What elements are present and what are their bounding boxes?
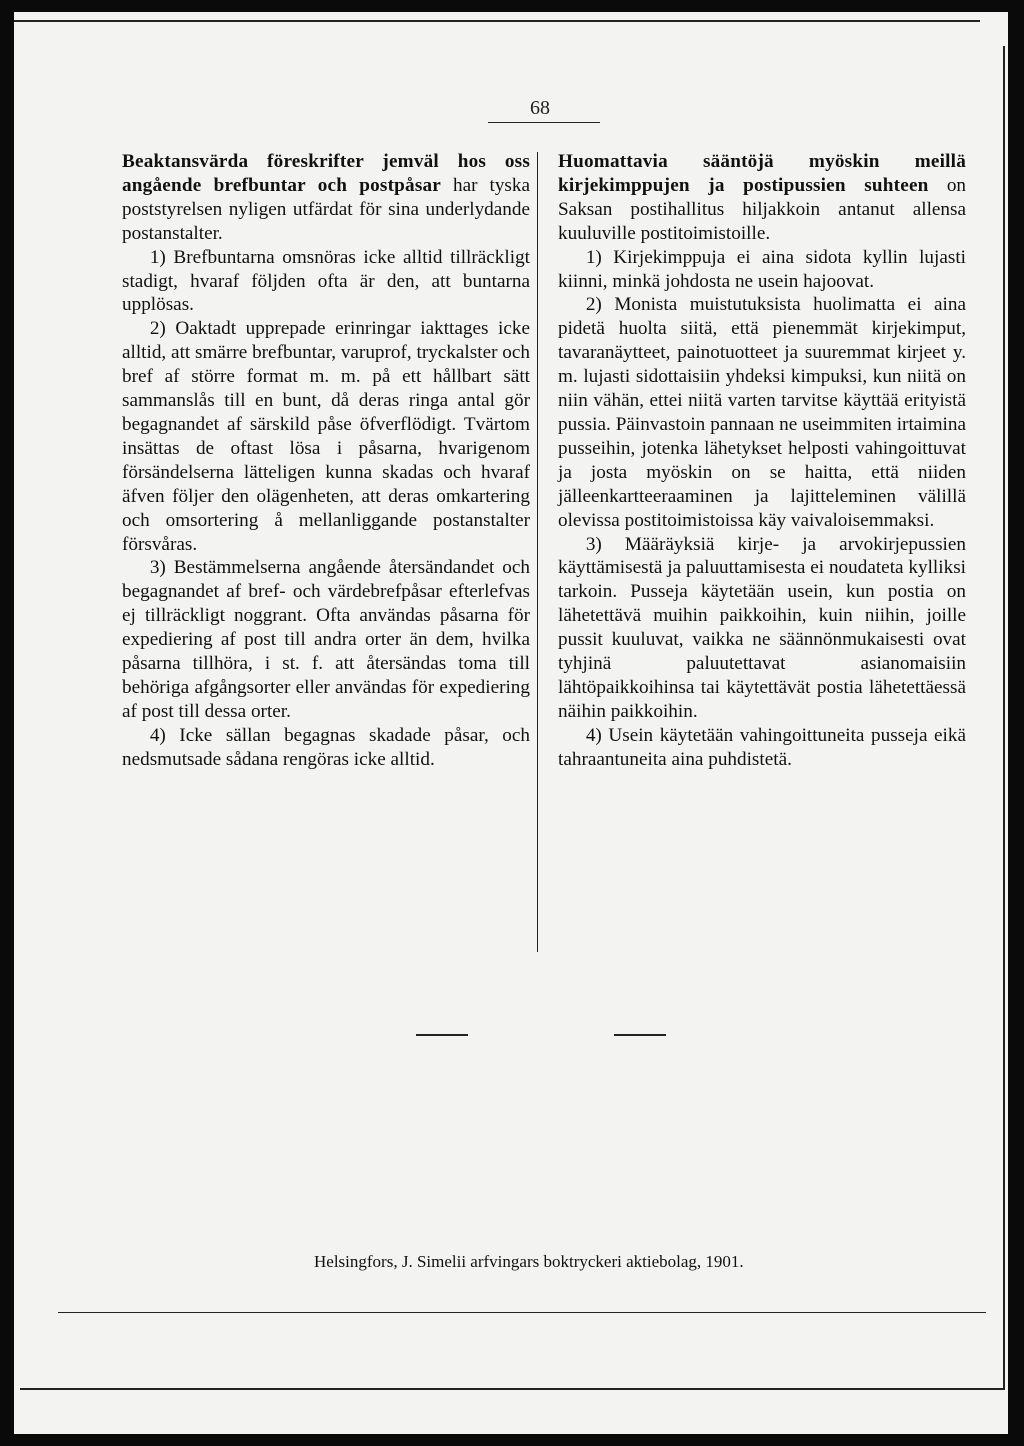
page-number: 68 [530, 97, 550, 119]
finnish-item-2: 2) Monista muistutuksista huolimatta ei aina pidetä huolta siitä, että pienemmät kirjekimput, tavaranäytteet, painotuotteet ja suuremmat kirjeet y. m. lujasti sidottaisiin yhdeksi kimpuksi, kun niitä on niin vähän, ettei niitä varten tarvitse käyttää erityistä pussia. Päinvastoin pannaan ne useimmiten irtaimina pusseihin, jotenka lähetykset helposti vahingoittuvat ja josta myöskin on se haitta, että niiden jälleenkartteeraaminen ja lajitteleminen välillä olevissa postitoimistoissa käy vaivaloisemmaksi. [558, 294, 966, 531]
finnish-column [558, 150, 966, 772]
finnish-item-4: 4) Usein käytetään vahingoittuneita pusseja eikä tahraantuneita aina puhdistetä. [558, 724, 966, 770]
swedish-item-4: 4) Icke sällan begagnas skadade påsar, och nedsmutsade sådana rengöras icke alltid. [122, 724, 530, 770]
swedish-intro-paragraph [122, 150, 530, 246]
right-frame-rule [1003, 46, 1005, 1390]
swedish-item-3: 3) Bestämmelserna angående återsändandet och begagnandet af bref- och värdebrefpåsar efterlefvas ej tillräckligt noggrant. Ofta användas påsarna för expediering af post till andra orter än dem, hvilka påsarna tillhöra, i st. f. att återsändas toma till behöriga afgångsorter eller användas för expediering af post till dessa orter. [122, 557, 530, 722]
swedish-column [122, 150, 530, 772]
swedish-item-1: 1) Brefbuntarna omsnöras icke alltid tillräckligt stadigt, hvaraf följden ofta är den, att buntarna upplösas. [122, 246, 530, 316]
top-rule [14, 20, 980, 22]
end-dash-right [614, 1034, 666, 1036]
finnish-intro: on Saksan postihallitus hiljakkoin antanut allensa kuuluville postitoimistoille. [558, 174, 967, 244]
printer-imprint: Helsingfors, J. Simelii arfvingars boktryckeri aktiebolag, 1901. [314, 1252, 744, 1271]
swedish-heading: Beaktansvärda föreskrifter jemväl hos oss angående brefbuntar och postpåsar [122, 151, 530, 196]
page-number-rule [488, 122, 600, 123]
finnish-heading: Huomattavia sääntöjä myöskin meillä kirjekimppujen ja postipussien suhteen [558, 151, 966, 196]
bottom-frame-rule [20, 1388, 1004, 1390]
swedish-item-2: 2) Oaktadt upprepade erinringar iakttages icke alltid, att smärre brefbuntar, varuprof, tryckalster och bref af större format m. m. på ett hållbart sätt sammanslås till en bunt, då deras ringa antal gör begagnandet af särskild påse öfverflödigt. Tvärtom insättas de oftast lösa i påsarna, hvarigenom försändelserna lätteligen kunna skadas och hvaraf äfven följer den olägenheten, att deras omkartering och omsortering å mellanliggande postanstalter försvåras. [122, 318, 530, 555]
end-dash-left [416, 1034, 468, 1036]
finnish-item-3: 3) Määräyksiä kirje- ja arvokirjepussien käyttämisestä ja paluuttamisesta ei noudateta kylliksi tarkoin. Pusseja käytetään usein, kun postia on lähetettävä muihin paikkoihin, kuin niihin, joille pussit kuuluvat, vaikka ne säännönmukaisesti ovat tyhjinä paluutettavat asianomaisiin lähtöpaikkoihinsa tai käytettävät postia lähetettäessä näihin paikkoihin. [558, 533, 966, 722]
finnish-intro-paragraph [558, 150, 966, 246]
finnish-item-1: 1) Kirjekimppuja ei aina sidota kyllin lujasti kiinni, minkä johdosta ne usein hajoovat. [558, 246, 966, 292]
scanned-page [14, 12, 1008, 1434]
bottom-rule [58, 1312, 986, 1313]
swedish-intro: har tyska poststyrelsen nyligen utfärdat för sina underlydande postanstalter. [122, 174, 530, 244]
column-divider [537, 152, 538, 952]
